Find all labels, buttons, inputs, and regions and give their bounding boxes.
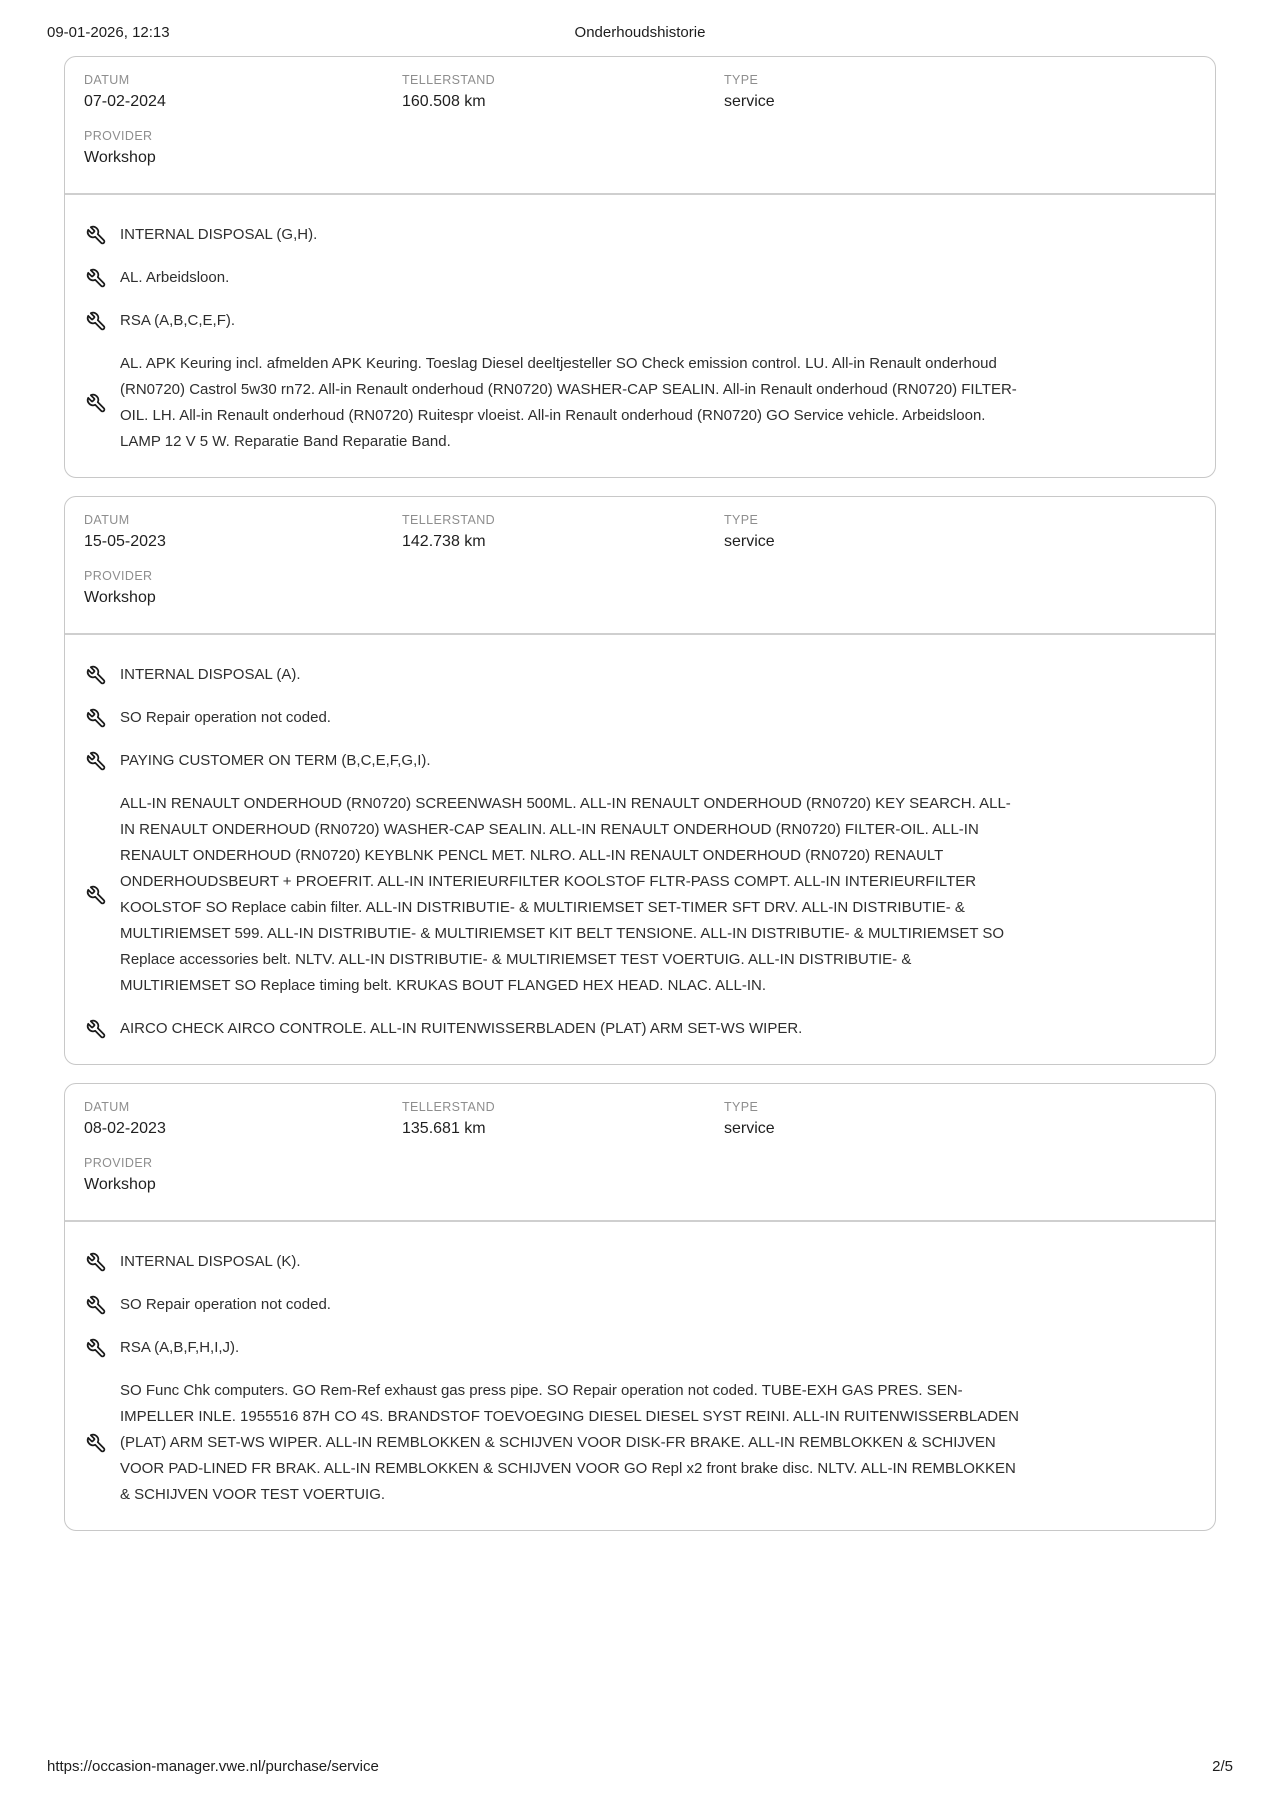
tellerstand-field [402, 1100, 724, 1138]
type-value: service [724, 1120, 775, 1137]
service-item-text: INTERNAL DISPOSAL (G,H). [120, 226, 318, 243]
service-item [85, 222, 1195, 248]
print-footer [47, 1758, 1233, 1775]
type-field [724, 513, 1196, 551]
datum-value: 08-02-2023 [84, 1120, 166, 1137]
wrench-icon [85, 884, 107, 906]
datum-value: 07-02-2024 [84, 93, 166, 110]
wrench-icon [85, 1018, 107, 1040]
page-title: Onderhoudshistorie [574, 24, 706, 41]
datum-label: DATUM [84, 73, 130, 87]
service-item [85, 705, 1195, 731]
service-item [85, 1335, 1195, 1361]
type-label: TYPE [724, 513, 759, 527]
wrench-icon [85, 1251, 107, 1273]
service-record-header [65, 57, 1215, 127]
footer-page-number: 2/5 [1212, 1758, 1233, 1775]
service-item [85, 1016, 1195, 1042]
tellerstand-label: TELLERSTAND [402, 513, 496, 527]
service-item-text: AL. APK Keuring incl. afmelden APK Keuring. Toeslag Diesel deeltjesteller SO Check emission control. LU. All-in Renault onderhoud (RN0720) Castrol 5w30 rn72. All-in Renault onderhoud (RN0720) WASHER-CAP SEALIN. All-in Renault onderhoud (RN0720) FILTER-OIL. LH. All-in Renault onderhoud (RN0720) Ruitespr vloeist. All-in Renault onderhoud (RN0720) GO Service vehicle. Arbeidsloon. LAMP 12 V 5 W. Reparatie Band Reparatie Band. [120, 355, 1017, 450]
type-value: service [724, 533, 775, 550]
service-item-list [65, 635, 1215, 1064]
service-item-text: AIRCO CHECK AIRCO CONTROLE. ALL-IN RUITENWISSERBLADEN (PLAT) ARM SET-WS WIPER. [120, 1020, 803, 1037]
service-item [85, 351, 1195, 455]
service-item-list [65, 195, 1215, 477]
tellerstand-value: 135.681 km [402, 1120, 486, 1137]
service-item [85, 308, 1195, 334]
footer-url: https://occasion-manager.vwe.nl/purchase/service [47, 1758, 379, 1775]
service-item-text: PAYING CUSTOMER ON TERM (B,C,E,F,G,I). [120, 752, 431, 769]
service-record-card [64, 1083, 1216, 1531]
wrench-icon [85, 750, 107, 772]
service-record-header [65, 497, 1215, 567]
service-record-card [64, 496, 1216, 1065]
datum-label: DATUM [84, 513, 130, 527]
service-item-text: SO Repair operation not coded. [120, 1296, 331, 1313]
service-item [85, 265, 1195, 291]
wrench-icon [85, 224, 107, 246]
print-header [0, 0, 1280, 41]
datum-field [84, 73, 402, 111]
service-item [85, 791, 1195, 999]
service-item-text: RSA (A,B,C,E,F). [120, 312, 236, 329]
wrench-icon [85, 1432, 107, 1454]
type-label: TYPE [724, 1100, 759, 1114]
wrench-icon [85, 664, 107, 686]
service-item-text: SO Repair operation not coded. [120, 709, 331, 726]
service-item [85, 662, 1195, 688]
type-value: service [724, 93, 775, 110]
provider-value: Workshop [84, 589, 156, 606]
tellerstand-label: TELLERSTAND [402, 1100, 496, 1114]
service-item-text: INTERNAL DISPOSAL (K). [120, 1253, 301, 1270]
datum-label: DATUM [84, 1100, 130, 1114]
service-item [85, 1378, 1195, 1508]
print-timestamp: 09-01-2026, 12:13 [47, 24, 170, 41]
datum-field [84, 513, 402, 551]
service-item [85, 1292, 1195, 1318]
provider-field [65, 567, 1215, 607]
tellerstand-value: 160.508 km [402, 93, 486, 110]
service-item-text: INTERNAL DISPOSAL (A). [120, 666, 301, 683]
service-record-header [65, 1084, 1215, 1154]
tellerstand-field [402, 73, 724, 111]
provider-label: PROVIDER [84, 129, 153, 143]
service-item-text: SO Func Chk computers. GO Rem-Ref exhaust gas press pipe. SO Repair operation not coded. TUBE-EXH GAS PRES. SEN-IMPELLER INLE. 1955516 87H CO 4S. BRANDSTOF TOEVOEGING DIESEL DIESEL SYST REINI. ALL-IN RUITENWISSERBLADEN (PLAT) ARM SET-WS WIPER. ALL-IN REMBLOKKEN & SCHIJVEN VOOR DISK-FR BRAKE. ALL-IN REMBLOKKEN & SCHIJVEN VOOR PAD-LINED FR BRAK. ALL-IN REMBLOKKEN & SCHIJVEN VOOR GO Repl x2 front brake disc. NLTV. ALL-IN REMBLOKKEN & SCHIJVEN VOOR TEST VOERTUIG. [120, 1382, 1019, 1503]
service-item [85, 1249, 1195, 1275]
tellerstand-label: TELLERSTAND [402, 73, 496, 87]
service-item-text: RSA (A,B,F,H,I,J). [120, 1339, 240, 1356]
provider-field [65, 1154, 1215, 1194]
wrench-icon [85, 310, 107, 332]
service-history-list [64, 56, 1216, 1531]
service-item [85, 748, 1195, 774]
tellerstand-value: 142.738 km [402, 533, 486, 550]
wrench-icon [85, 1337, 107, 1359]
provider-value: Workshop [84, 149, 156, 166]
service-item-text: ALL-IN RENAULT ONDERHOUD (RN0720) SCREENWASH 500ML. ALL-IN RENAULT ONDERHOUD (RN0720) KEY SEARCH. ALL-IN RENAULT ONDERHOUD (RN0720) WASHER-CAP SEALIN. ALL-IN RENAULT ONDERHOUD (RN0720) FILTER-OIL. ALL-IN RENAULT ONDERHOUD (RN0720) KEYBLNK PENCL MET. NLRO. ALL-IN RENAULT ONDERHOUD (RN0720) RENAULT ONDERHOUDSBEURT + PROEFRIT. ALL-IN INTERIEURFILTER KOOLSTOF FLTR-PASS COMPT. ALL-IN INTERIEURFILTER KOOLSTOF SO Replace cabin filter. ALL-IN DISTRIBUTIE- & MULTIRIEMSET SET-TIMER SFT DRV. ALL-IN DISTRIBUTIE- & MULTIRIEMSET 599. ALL-IN DISTRIBUTIE- & MULTIRIEMSET KIT BELT TENSIONE. ALL-IN DISTRIBUTIE- & MULTIRIEMSET SO Replace accessories belt. NLTV. ALL-IN DISTRIBUTIE- & MULTIRIEMSET TEST VOERTUIG. ALL-IN DISTRIBUTIE- & MULTIRIEMSET SO Replace timing belt. KRUKAS BOUT FLANGED HEX HEAD. NLAC. ALL-IN. [120, 795, 1011, 994]
datum-value: 15-05-2023 [84, 533, 166, 550]
type-field [724, 73, 1196, 111]
wrench-icon [85, 707, 107, 729]
provider-label: PROVIDER [84, 1156, 153, 1170]
tellerstand-field [402, 513, 724, 551]
provider-label: PROVIDER [84, 569, 153, 583]
service-record-card [64, 56, 1216, 478]
datum-field [84, 1100, 402, 1138]
type-field [724, 1100, 1196, 1138]
wrench-icon [85, 1294, 107, 1316]
service-item-list [65, 1222, 1215, 1530]
type-label: TYPE [724, 73, 759, 87]
provider-field [65, 127, 1215, 167]
service-item-text: AL. Arbeidsloon. [120, 269, 230, 286]
wrench-icon [85, 267, 107, 289]
wrench-icon [85, 392, 107, 414]
provider-value: Workshop [84, 1176, 156, 1193]
